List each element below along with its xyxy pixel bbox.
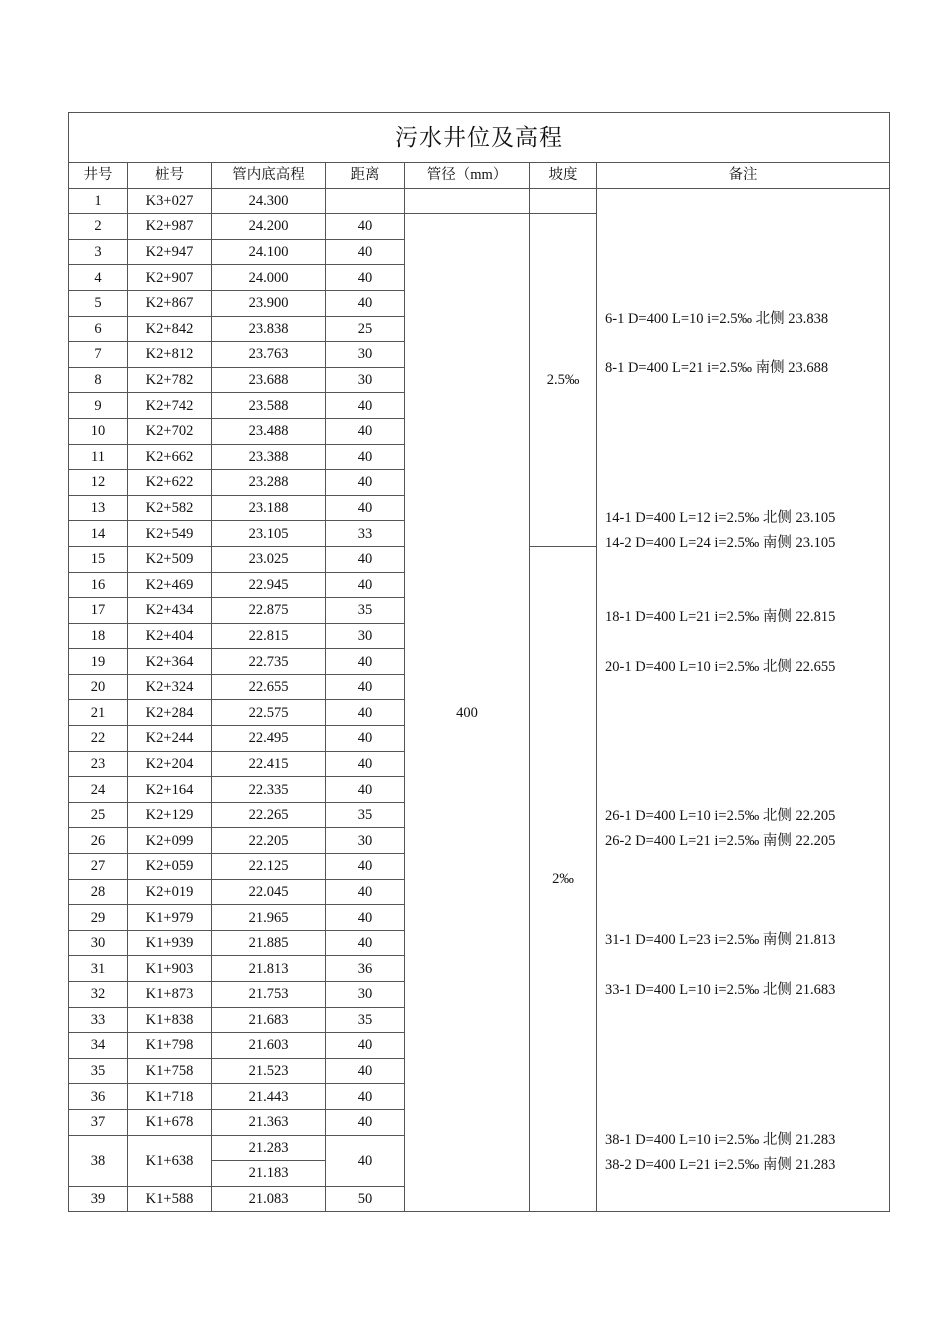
invert-elevation-cell: 23.488: [212, 418, 326, 444]
invert-elevation-cell: 23.188: [212, 495, 326, 521]
stake-cell: K2+867: [128, 290, 212, 316]
stake-cell: K2+164: [128, 777, 212, 803]
distance-cell: 25: [326, 316, 405, 342]
invert-elevation-cell: 21.683: [212, 1007, 326, 1033]
distance-cell: 40: [326, 726, 405, 752]
manhole-no-cell: 31: [69, 956, 128, 982]
invert-elevation-cell: 23.105: [212, 521, 326, 547]
manhole-no-cell: 21: [69, 700, 128, 726]
invert-elevation-cell: 24.100: [212, 239, 326, 265]
sewer-manhole-sheet: [68, 112, 889, 1212]
stake-cell: K2+947: [128, 239, 212, 265]
invert-elevation-cell: 23.588: [212, 393, 326, 419]
distance-cell: 40: [326, 418, 405, 444]
invert-elevation-cell: 21.813: [212, 956, 326, 982]
stake-cell: K2+812: [128, 342, 212, 368]
distance-cell: 33: [326, 521, 405, 547]
stake-cell: K1+979: [128, 905, 212, 931]
manhole-no-cell: 39: [69, 1186, 128, 1212]
stake-cell: K2+434: [128, 598, 212, 624]
pipe-diameter-cell-empty: [405, 188, 530, 214]
remark-line: 38-2 D=400 L=21 i=2.5‰ 南侧 21.283: [605, 1156, 836, 1173]
distance-cell: 50: [326, 1186, 405, 1212]
invert-elevation-cell: 23.688: [212, 367, 326, 393]
distance-cell: 30: [326, 828, 405, 854]
distance-cell: 40: [326, 495, 405, 521]
invert-elevation-cell: 21.603: [212, 1033, 326, 1059]
stake-cell: K1+873: [128, 982, 212, 1008]
invert-elevation-cell: 22.415: [212, 751, 326, 777]
stake-cell: K1+798: [128, 1033, 212, 1059]
stake-cell: K1+638: [128, 1135, 212, 1186]
manhole-no-cell: 6: [69, 316, 128, 342]
invert-elevation-cell: 23.900: [212, 290, 326, 316]
manhole-no-cell: 26: [69, 828, 128, 854]
col-header-manhole-no: 井号: [69, 163, 128, 189]
pipe-diameter-cell: 400: [405, 214, 530, 1212]
distance-cell: 40: [326, 1084, 405, 1110]
invert-elevation-cell: 23.763: [212, 342, 326, 368]
stake-cell: K2+204: [128, 751, 212, 777]
manhole-no-cell: 14: [69, 521, 128, 547]
invert-elevation-cell: 22.045: [212, 879, 326, 905]
invert-elevation-cell: 21.443: [212, 1084, 326, 1110]
table-row: [69, 188, 890, 214]
remark-line: 38-1 D=400 L=10 i=2.5‰ 北侧 21.283: [605, 1131, 836, 1148]
invert-elevation-cell: 22.655: [212, 674, 326, 700]
manhole-no-cell: 13: [69, 495, 128, 521]
stake-cell: K2+842: [128, 316, 212, 342]
manhole-no-cell: 12: [69, 470, 128, 496]
distance-cell: 40: [326, 1109, 405, 1135]
distance-cell: 30: [326, 623, 405, 649]
stake-cell: K2+404: [128, 623, 212, 649]
manhole-no-cell: 20: [69, 674, 128, 700]
manhole-no-cell: 33: [69, 1007, 128, 1033]
invert-elevation-cell: 24.300: [212, 188, 326, 214]
invert-elevation-cell: 23.838: [212, 316, 326, 342]
distance-cell: 40: [326, 444, 405, 470]
invert-elevation-cell: 24.200: [212, 214, 326, 240]
manhole-no-cell: 11: [69, 444, 128, 470]
invert-elevation-cell: 21.283: [212, 1135, 326, 1161]
invert-elevation-cell: 21.965: [212, 905, 326, 931]
remarks-cell: [597, 188, 890, 1212]
distance-cell: 36: [326, 956, 405, 982]
distance-cell: 30: [326, 982, 405, 1008]
remark-line: 33-1 D=400 L=10 i=2.5‰ 北侧 21.683: [605, 981, 836, 998]
remark-line: 18-1 D=400 L=21 i=2.5‰ 南侧 22.815: [605, 608, 836, 625]
col-header-stake: 桩号: [128, 163, 212, 189]
stake-cell: K2+702: [128, 418, 212, 444]
remarks-block: [605, 189, 889, 1212]
manhole-no-cell: 27: [69, 854, 128, 880]
stake-cell: K2+549: [128, 521, 212, 547]
stake-cell: K2+324: [128, 674, 212, 700]
distance-cell: 40: [326, 751, 405, 777]
manhole-no-cell: 23: [69, 751, 128, 777]
manhole-no-cell: 4: [69, 265, 128, 291]
invert-elevation-cell: 22.335: [212, 777, 326, 803]
manhole-no-cell: 25: [69, 802, 128, 828]
distance-cell: 30: [326, 342, 405, 368]
distance-cell: 35: [326, 1007, 405, 1033]
manhole-no-cell: 22: [69, 726, 128, 752]
invert-elevation-cell: 22.945: [212, 572, 326, 598]
invert-elevation-cell: 21.753: [212, 982, 326, 1008]
manhole-no-cell: 10: [69, 418, 128, 444]
manhole-no-cell: 30: [69, 930, 128, 956]
remark-line: 8-1 D=400 L=21 i=2.5‰ 南侧 23.688: [605, 359, 829, 376]
header-row: [69, 163, 890, 189]
manhole-no-cell: 36: [69, 1084, 128, 1110]
stake-cell: K2+907: [128, 265, 212, 291]
distance-cell: 40: [326, 879, 405, 905]
manhole-no-cell: 37: [69, 1109, 128, 1135]
distance-cell: 40: [326, 700, 405, 726]
stake-cell: K1+838: [128, 1007, 212, 1033]
manhole-no-cell: 5: [69, 290, 128, 316]
invert-elevation-cell: 21.363: [212, 1109, 326, 1135]
distance-cell: 40: [326, 393, 405, 419]
stake-cell: K2+582: [128, 495, 212, 521]
invert-elevation-cell: 22.125: [212, 854, 326, 880]
invert-elevation-cell: 23.025: [212, 546, 326, 572]
stake-cell: K1+718: [128, 1084, 212, 1110]
stake-cell: K1+678: [128, 1109, 212, 1135]
stake-cell: K2+469: [128, 572, 212, 598]
stake-cell: K2+364: [128, 649, 212, 675]
distance-cell: 40: [326, 854, 405, 880]
col-header-remarks: 备注: [597, 163, 890, 189]
col-header-pipe-diameter: 管径（mm）: [405, 163, 530, 189]
manhole-no-cell: 24: [69, 777, 128, 803]
distance-cell: 40: [326, 1058, 405, 1084]
manhole-no-cell: 28: [69, 879, 128, 905]
stake-cell: K1+939: [128, 930, 212, 956]
stake-cell: K2+019: [128, 879, 212, 905]
remark-line: 14-2 D=400 L=24 i=2.5‰ 南侧 23.105: [605, 534, 836, 551]
distance-cell: 40: [326, 777, 405, 803]
col-header-slope: 坡度: [530, 163, 597, 189]
distance-cell: 40: [326, 649, 405, 675]
manhole-no-cell: 1: [69, 188, 128, 214]
slope-cell-2: 2‰: [530, 546, 597, 1211]
manhole-no-cell: 34: [69, 1033, 128, 1059]
slope-cell-empty: [530, 188, 597, 214]
stake-cell: K2+129: [128, 802, 212, 828]
stake-cell: K2+987: [128, 214, 212, 240]
table-title: 污水井位及高程: [69, 113, 890, 163]
invert-elevation-cell: 22.265: [212, 802, 326, 828]
manhole-no-cell: 2: [69, 214, 128, 240]
manhole-no-cell: 16: [69, 572, 128, 598]
manhole-no-cell: 18: [69, 623, 128, 649]
remark-line: 31-1 D=400 L=23 i=2.5‰ 南侧 21.813: [605, 931, 836, 948]
stake-cell: K2+742: [128, 393, 212, 419]
manhole-elevation-table: [68, 112, 890, 1212]
stake-cell: K2+509: [128, 546, 212, 572]
invert-elevation-cell: 22.875: [212, 598, 326, 624]
invert-elevation-cell: 22.495: [212, 726, 326, 752]
invert-elevation-cell: 24.000: [212, 265, 326, 291]
distance-cell: 40: [326, 265, 405, 291]
manhole-no-cell: 9: [69, 393, 128, 419]
distance-cell: 40: [326, 930, 405, 956]
distance-cell: 30: [326, 367, 405, 393]
remark-line: 6-1 D=400 L=10 i=2.5‰ 北侧 23.838: [605, 310, 829, 327]
invert-elevation-cell: 22.735: [212, 649, 326, 675]
manhole-no-cell: 35: [69, 1058, 128, 1084]
distance-cell: 35: [326, 802, 405, 828]
remark-line: 14-1 D=400 L=12 i=2.5‰ 北侧 23.105: [605, 509, 836, 526]
manhole-no-cell: 7: [69, 342, 128, 368]
stake-cell: K2+284: [128, 700, 212, 726]
manhole-no-cell: 17: [69, 598, 128, 624]
manhole-no-cell: 19: [69, 649, 128, 675]
distance-cell: 40: [326, 214, 405, 240]
invert-elevation-cell: 22.815: [212, 623, 326, 649]
invert-elevation-cell: 21.183: [212, 1161, 326, 1187]
remark-line: 26-2 D=400 L=21 i=2.5‰ 南侧 22.205: [605, 832, 836, 849]
slope-cell-2.5: 2.5‰: [530, 214, 597, 547]
manhole-no-cell: 29: [69, 905, 128, 931]
invert-elevation-cell: 22.205: [212, 828, 326, 854]
invert-elevation-cell: 22.575: [212, 700, 326, 726]
invert-elevation-cell: 23.288: [212, 470, 326, 496]
distance-cell: 40: [326, 1135, 405, 1186]
stake-cell: K2+059: [128, 854, 212, 880]
stake-cell: K1+588: [128, 1186, 212, 1212]
distance-cell: 40: [326, 290, 405, 316]
invert-elevation-cell: 21.523: [212, 1058, 326, 1084]
stake-cell: K1+903: [128, 956, 212, 982]
manhole-no-cell: 8: [69, 367, 128, 393]
distance-cell: 40: [326, 239, 405, 265]
col-header-distance: 距离: [326, 163, 405, 189]
manhole-no-cell: 15: [69, 546, 128, 572]
stake-cell: K2+099: [128, 828, 212, 854]
distance-cell: 40: [326, 470, 405, 496]
invert-elevation-cell: 23.388: [212, 444, 326, 470]
invert-elevation-cell: 21.083: [212, 1186, 326, 1212]
stake-cell: K3+027: [128, 188, 212, 214]
distance-cell: 40: [326, 905, 405, 931]
stake-cell: K2+244: [128, 726, 212, 752]
manhole-no-cell: 38: [69, 1135, 128, 1186]
remark-line: 20-1 D=400 L=10 i=2.5‰ 北侧 22.655: [605, 658, 836, 675]
invert-elevation-cell: 21.885: [212, 930, 326, 956]
stake-cell: K2+662: [128, 444, 212, 470]
col-header-invert-elevation: 管内底高程: [212, 163, 326, 189]
title-row: [69, 113, 890, 163]
remark-line: 26-1 D=400 L=10 i=2.5‰ 北侧 22.205: [605, 807, 836, 824]
distance-cell: 40: [326, 572, 405, 598]
manhole-no-cell: 32: [69, 982, 128, 1008]
distance-cell: 40: [326, 674, 405, 700]
manhole-no-cell: 3: [69, 239, 128, 265]
distance-cell: 35: [326, 598, 405, 624]
distance-cell: [326, 188, 405, 214]
stake-cell: K2+782: [128, 367, 212, 393]
distance-cell: 40: [326, 1033, 405, 1059]
stake-cell: K1+758: [128, 1058, 212, 1084]
stake-cell: K2+622: [128, 470, 212, 496]
distance-cell: 40: [326, 546, 405, 572]
